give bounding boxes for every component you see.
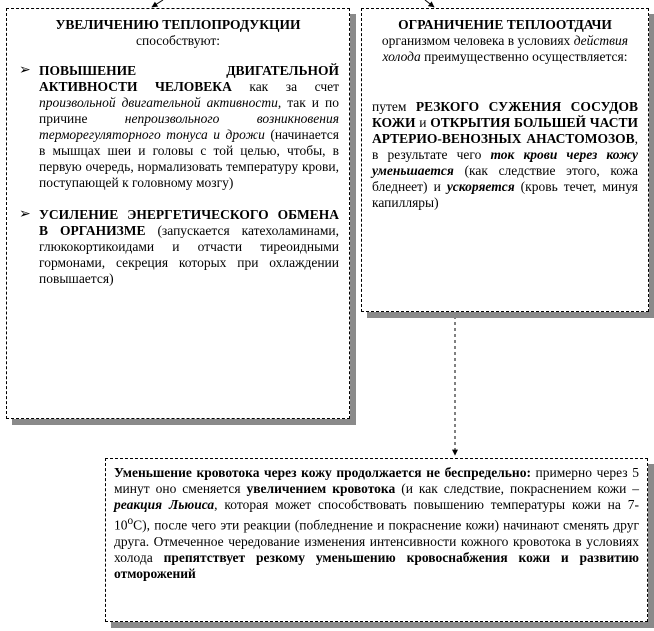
skin-bloodflow-text: Уменьшение кровотока через кожу продолжается не беспредельно: примерно через 5 минут оно сменяется увеличением кровотока (и как следствие, покраснением кожи – реакция Льюиса, которая может способствовать повышению температуры кожи на $7-10^оС$), после чего эти реакции (побледнение и покраснение кожи) начинают сменять друг друга. Отмеченное чередование изменения интенсивности кожного кровотока в условиях холода препятствует резкому уменьшению кровоснабжения кожи и развитию отморожений xyxy=(114,465,640,581)
heat-production-list xyxy=(17,63,339,287)
skin-bloodflow-box xyxy=(105,458,648,622)
heat-loss-body: путем РЕЗКОГО СУЖЕНИЯ СОСУДОВ КОЖИ и ОТКРЫТИЯ БОЛЬШЕЙ ЧАСТИ АРТЕРИО-ВЕНОЗНЫХ АНАСТОМОЗОВ, в результате чего ток крови через кожу уменьшается (как следствие этого, кожа бледнеет) и ускоряется (кровь течет, минуя капилляры) xyxy=(372,99,638,210)
arrow-bullet-icon: ➢ xyxy=(19,63,31,78)
heat-production-title: УВЕЛИЧЕНИЮ ТЕПЛОПРОДУКЦИИ xyxy=(55,17,301,32)
motor-activity-head: ПОВЫШЕНИЕ ДВИГАТЕЛЬНОЙ АКТИВНОСТИ ЧЕЛОВЕКА xyxy=(39,63,339,94)
heat-production-subtitle: способствуют: xyxy=(135,33,221,48)
list-item-motor-activity: ➢ ПОВЫШЕНИЕ ДВИГАТЕЛЬНОЙ АКТИВНОСТИ ЧЕЛОВЕКА как за счет произвольной двигательной активности, так и по причине непроизвольного возникновения терморегуляторного тонуса и дрожи (начинается в мышцах шеи и головы с той целью, чтобы, в первую очередь, нормализовать температуру крови, поступающей к головному мозгу) xyxy=(19,63,339,190)
heat-production-box xyxy=(6,8,350,419)
list-item-energy-metabolism: ➢ УСИЛЕНИЕ ЭНЕРГЕТИЧЕСКОГО ОБМЕНА В ОРГАНИЗМЕ (запускается катехоламинами, глюкокортикоидами и отчасти тиреоидными гормонами, секреция которых при охлаждении повышается) xyxy=(19,207,339,286)
arrow-to-right-box xyxy=(425,0,434,7)
arrow-to-left-box xyxy=(152,0,163,7)
arrow-bullet-icon: ➢ xyxy=(19,207,31,222)
heat-loss-heading: ОГРАНИЧЕНИЕ ТЕПЛООТДАЧИ организмом человека в условиях действия холода преимущественно осуществляется: xyxy=(381,17,629,64)
energy-metabolism-head: УСИЛЕНИЕ ЭНЕРГЕТИЧЕСКОГО ОБМЕНА В ОРГАНИЗМЕ xyxy=(39,207,339,238)
heat-loss-box xyxy=(361,8,649,312)
